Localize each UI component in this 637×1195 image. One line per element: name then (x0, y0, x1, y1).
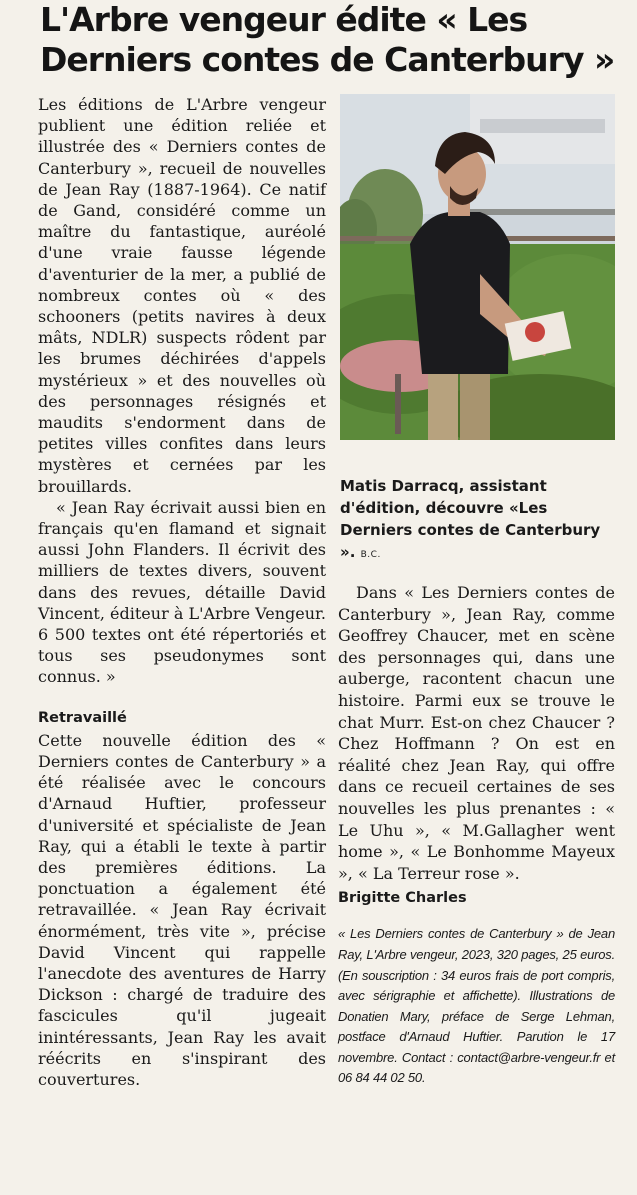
photo-credit: B.C. (360, 550, 381, 560)
intro-paragraph: Les éditions de L'Arbre vengeur publient une édition reliée et illustrée des « Derniers contes de Canterbury », recueil de nouvelles de Jean Ray (1887-1964). Ce natif de Gand, considéré comme un maître du fantastique, auréolé d'une vraie fausse légende d'aventurier de la mer, a publié de nombreux contes où « des schooners (petits navires à deux mâts, NDLR) suspects rôdent par les brumes déchirées d'appels mystérieux » et des nouvelles où des personnages résignés et maudits s'endorment dans de petites villes confites dans leurs mystères et cernées par les brouillards. (38, 95, 326, 496)
edition-paragraph: Cette nouvelle édition des « Derniers contes de Canterbury » a été réalisée avec le concours d'Arnaud Huftier, professeur d'université et spécialiste de Jean Ray, qui a établi le texte à partir des premières éditions. La ponctuation a également été retravaillée. « Jean Ray écrivait énormément, très vite », précise David Vincent qui rappelle l'anecdote des aventures de Harry Dickson : chargé de traduire des fascicules qu'il jugeait inintéressants, Jean Ray les avait réécrits en s'inspirant des couvertures. (38, 730, 326, 1089)
photo-caption-text: Matis Darracq, assistant d'édition, découvre «Les Derniers contes de Canterbury ». (340, 477, 601, 561)
right-paragraph: Dans « Les Derniers contes de Canterbury », Jean Ray, comme Geoffrey Chaucer, met en scène des personnages qui, dans une auberge, racontent chacun une histoire. Parmi eux se trouve le chat Murr. Est-on chez Chaucer ? Chez Hoffmann ? On est en réalité chez Jean Ray, qui offre dans ce recueil certaines de ses nouvelles les plus prenantes : « Le Uhu », « M.Gallagher went home », « Le Bonhomme Mayeux », « La Terreur rose ». (338, 583, 615, 883)
book-info-box: « Les Derniers contes de Canterbury » de Jean Ray, L'Arbre vengeur, 2023, 320 pages, 25 euros. (En souscription : 34 euros frais de port compris, avec sérigraphie et affichette). Illustrations de Donatien Mary, préface de Serge Lehman, postface d'Arnaud Huftier. Parution le 17 novembre. Contact : contact@arbre-vengeur.fr et 06 84 44 02 50. (338, 926, 615, 1086)
article-right-column (338, 582, 615, 1089)
article-headline: L'Arbre vengeur édite « Les Derniers contes de Canterbury » (40, 0, 615, 79)
section-subhead: Retravaillé (38, 709, 127, 726)
photo-caption (340, 475, 615, 566)
quote-paragraph: « Jean Ray écrivait aussi bien en français qu'en flamand et signait aussi John Flanders. Il écrivit des milliers de textes divers, souvent dans des revues, détaille David Vincent, éditeur à L'Arbre Vengeur. 6 500 textes ont été répertoriés et tous ses pseudonymes sont connus. » (38, 497, 326, 687)
article-photo (340, 94, 615, 440)
article-left-column (38, 94, 326, 1090)
author-byline: Brigitte Charles (338, 890, 467, 907)
